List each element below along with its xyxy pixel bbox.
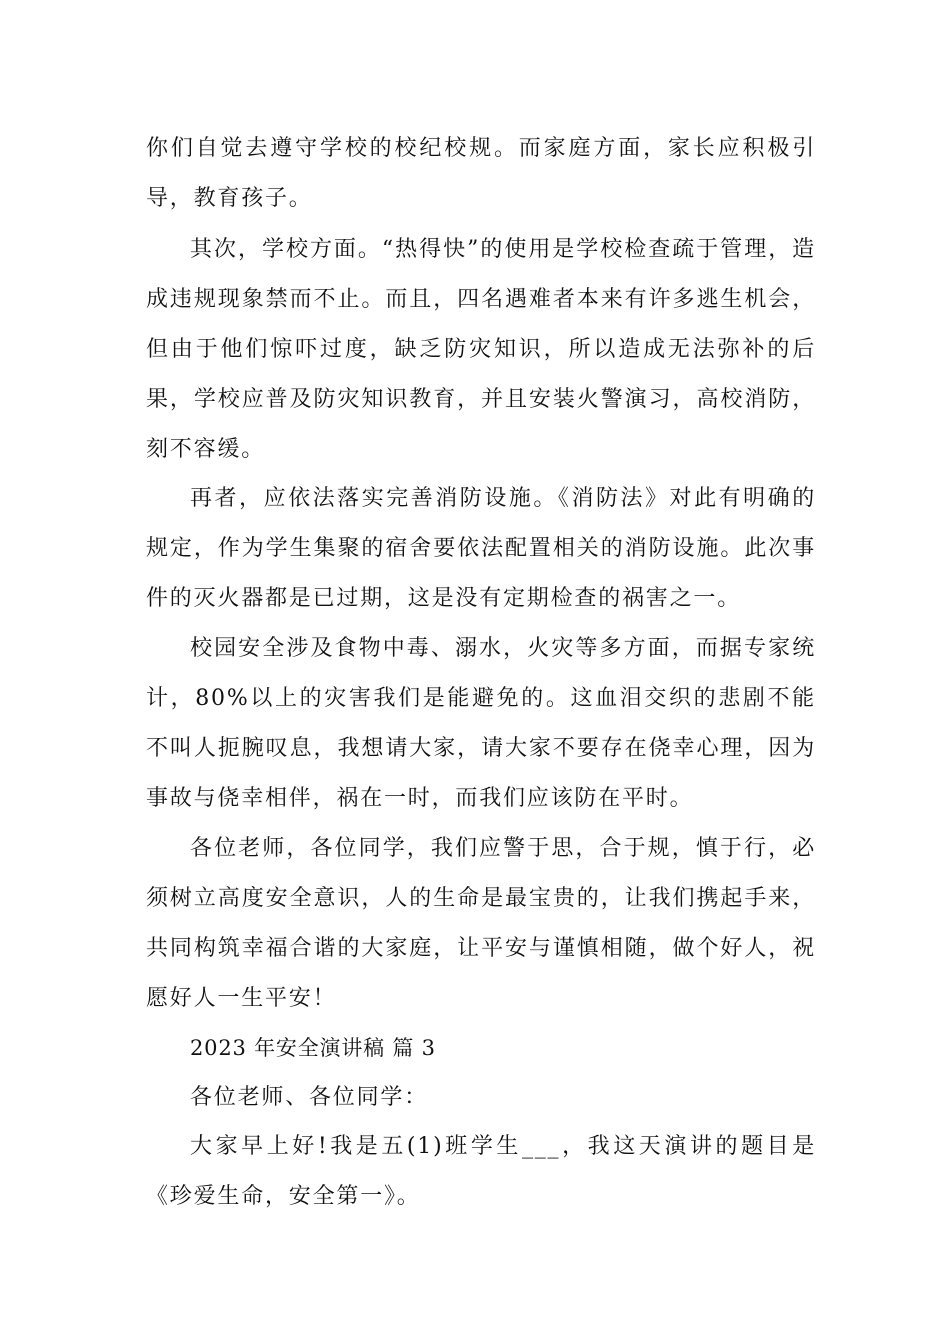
opening-paragraph: 大家早上好!我是五(1)班学生___，我这天演讲的题目是《珍爱生命，安全第一》。 [146, 1134, 816, 1209]
paragraph: 各位老师，各位同学，我们应警于思，合于规，慎于行，必须树立高度安全意识，人的生命是最宝贵的，让我们携起手来，共同构筑幸福合谐的大家庭，让平安与谨慎相随，做个好人，祝愿好人一生平安！ [146, 836, 816, 1011]
paragraph: 校园安全涉及食物中毒、溺水，火灾等多方面，而据专家统计，80%以上的灾害我们是能避免的。这血泪交织的悲剧不能不叫人扼腕叹息，我想请大家，请大家不要存在侥幸心理，因为事故与侥幸相伴，祸在一时，而我们应该防在平时。 [146, 636, 816, 811]
paragraph: 再者，应依法落实完善消防设施。《消防法》对此有明确的规定，作为学生集聚的宿舍要依法配置相关的消防设施。此次事件的灭火器都是已过期，这是没有定期检查的祸害之一。 [146, 486, 816, 611]
paragraph: 你们自觉去遵守学校的校纪校规。而家庭方面，家长应积极引导，教育孩子。 [146, 136, 816, 211]
salutation: 各位老师、各位同学： [190, 1085, 429, 1110]
paragraph: 其次，学校方面。“热得快”的使用是学校检查疏于管理，造成违规现象禁而不止。而且，四名遇难者本来有许多逃生机会，但由于他们惊吓过度，缺乏防灾知识，所以造成无法弥补的后果，学校应普及防灾知识教育，并且安装火警演习，高校消防，刻不容缓。 [146, 237, 816, 462]
section-heading: 2023 年安全演讲稿 篇 3 [190, 1036, 436, 1060]
